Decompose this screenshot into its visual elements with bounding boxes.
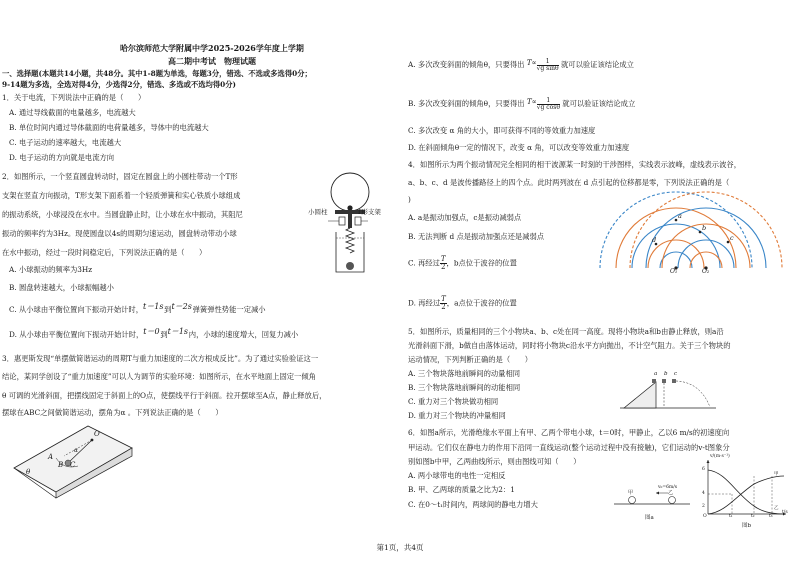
q4-c-frac: [440, 256, 447, 271]
q4-line1: 4．如图所示为两个振动情况完全相同的相干波源某一时刻的干涉图样，实线表示波峰，虚线表示波谷，: [408, 160, 741, 169]
q4-line2: a、b、c、d 是波传播路径上的四个点。此时两列波在 d 点引起的位移都是零，下列说法正确的是（: [408, 178, 744, 187]
q5-line3: 运动情况，下列判断正确的是（ ）: [408, 355, 533, 364]
q3-fig-alpha: α: [74, 447, 79, 454]
q3-fig-c: C: [70, 461, 76, 469]
school-title: 哈尔滨师范大学附属中学2025-2026学年度上学期: [120, 43, 304, 53]
q6-fig-b-tick-4: 4: [702, 491, 705, 496]
q2-d-mid: 到: [160, 330, 168, 339]
q2-figure: [318, 170, 393, 275]
q6-fig-b-ylabel: v/(m·s⁻¹): [710, 454, 730, 459]
q2-option-a: A. 小球振动的频率为3Hz: [9, 265, 93, 274]
q6-figure-a: [612, 484, 692, 512]
q2-line4: 振动的频率约为3Hz。现使圆盘以4s的周期匀速运动，圆盘转动带动小球: [2, 229, 237, 238]
q3-b-formula-den: √g cosθ: [536, 103, 560, 111]
q6-fig-b-t1: t₁: [729, 514, 733, 519]
q5-option-a: A. 三个物块落地前瞬间的动量相同: [408, 369, 521, 378]
q4-fig-b: b: [702, 224, 707, 232]
spring: [346, 228, 354, 253]
q3-fig-a: A: [48, 453, 54, 461]
q3-a-formula-den: √g sinθ: [536, 64, 559, 72]
guide-right: [355, 217, 361, 225]
q1-option-d: D. 电子运动的方向就是电流方向: [9, 153, 115, 162]
q2-d-post: 内，小球的速度增大，回复力减小: [188, 330, 299, 339]
q5-fig-c: c: [674, 371, 678, 377]
q6-fig-b-origin: O: [703, 514, 707, 519]
q2-option-d: [9, 327, 298, 339]
q3-b-formula-num: 1: [537, 98, 560, 105]
q5-line2: 光滑斜面下滑，b做自由落体运动，同时将小物块c沿水平方向抛出，不计空气阻力。关于三个物块的: [408, 341, 731, 350]
q1-option-c: C. 电子运动的速率越大，电流越大: [9, 138, 122, 147]
q4-line3: ): [408, 195, 411, 204]
q2-option-b: B. 圆盘转速越大，小球振幅越小: [9, 283, 114, 292]
q6-option-c: C. 在0～t₁时间内，两球间的静电力增大: [408, 500, 538, 509]
q3-a-pre: A. 多次改变斜面的倾角θ，只要得出: [408, 60, 525, 69]
q3-b-post: 就可以验证该结论成立: [562, 99, 636, 108]
q6-fig-b-yi: 乙: [774, 506, 779, 511]
q4-c-frac-den: 2: [440, 263, 446, 271]
ball-yi: [669, 497, 676, 504]
q3-a-formula-frac: [537, 59, 559, 72]
q4-option-d: [408, 296, 517, 311]
q2-d-pre: D. 从小球由平衡位置向下振动开始计时，: [9, 330, 144, 339]
q1-stem: 1．关于电流，下列说法中正确的是（ ）: [2, 93, 146, 102]
q2-d-t2: t＝1s: [167, 327, 189, 336]
small-cylinder: [347, 205, 352, 210]
q3-a-formula-num: 1: [537, 59, 559, 66]
q4-c-frac-num: T: [440, 255, 446, 263]
q3-b-formula-frac: [537, 98, 560, 111]
q3-line1: 3．惠更斯发现“单摆做简谐运动的周期T与重力加速度的二次方根成反比”。为了通过实验验证这一: [2, 354, 319, 363]
q4-option-c: [408, 256, 517, 271]
q3-line3: θ 可调的光滑斜面，把摆线固定于斜面上的O点，使摆线平行于斜面。拉开摆球至A点，静止释放后，: [2, 391, 327, 400]
q2-option-c: [9, 302, 266, 314]
q1-option-b: B. 单位时间内通过导体截面的电荷量越多，导体中的电流越大: [9, 123, 209, 132]
q4-d-frac: [440, 296, 447, 311]
q2-fig-label-cylinder: 小圆柱: [308, 208, 328, 216]
q2-line5: 在水中振动，经过一段时间稳定后，下列说法正确的是（ ）: [2, 248, 207, 257]
curve-jia: [708, 476, 784, 514]
q2-fig-label-tframe: T形支架: [357, 208, 381, 216]
q4-fig-o1: O₁: [670, 268, 678, 275]
incline: [624, 382, 656, 408]
q6-fig-b-t2: t₂: [751, 514, 755, 519]
q6-line2: 甲运动。它们仅在静电力的作用下沿同一直线运动(整个运动过程中没有接触)，它们运动的v-t图象分: [408, 443, 730, 452]
q4-fig-o2: O₂: [702, 268, 710, 275]
q1-option-a: A. 通过导线截面的电量越多，电流越大: [9, 108, 136, 117]
q3-line2: 结论，某同学创设了“重力加速度”可以人为调节的实验环境：如图所示，在水平地面上固定一倾角: [2, 372, 316, 381]
disk: [331, 173, 369, 211]
q4-d-pre: D. 再经过: [408, 298, 441, 308]
q6-fig-b-tick-6: 6: [702, 467, 705, 472]
q2-d-t1: t＝0: [143, 327, 160, 336]
q4-option-a: A. a是振动加强点，c是振动减弱点: [408, 213, 522, 222]
exam-title: 高二期中考试 物理试题: [168, 56, 256, 66]
q6-fig-b-jia: 甲: [774, 472, 779, 477]
q3-fig-o: O: [94, 430, 100, 438]
q4-fig-c: c: [730, 234, 734, 242]
q4-d-post: ，a点位于波谷的位置: [446, 298, 517, 308]
q3-fig-b: B: [58, 461, 64, 469]
q6-option-b: B. 甲、乙两球的质量之比为2：1: [408, 485, 515, 494]
q6-fig-b-caption: 图b: [742, 523, 752, 529]
q4-option-b: B. 无法判断 d 点是振动加强点还是减弱点: [408, 232, 545, 241]
iron-ball: [346, 262, 354, 270]
q6-fig-a-caption: 图a: [645, 515, 654, 521]
guide-left: [339, 217, 345, 225]
section-heading-line2: 9-14题为多选，全选对得4分，少选得2分，错选、多选或不选均得0分): [2, 80, 236, 89]
t-frame-stem: [348, 214, 352, 228]
q3-line4: 摆球在ABC之间做简谐运动，摆角为α 。下列说法正确的是（ ）: [2, 408, 223, 417]
q3-option-b: [408, 97, 635, 111]
q4-d-frac-num: T: [441, 295, 446, 303]
q3-option-c: C. 多次改变 α 角的大小，即可获得不同的等效重力加速度: [408, 126, 596, 135]
q6-fig-b-tlabel: t/s: [782, 510, 788, 515]
q5-fig-a: a: [654, 371, 658, 377]
q6-fig-b-tick-2: 2: [702, 504, 705, 509]
q6-fig-a-yi: 乙: [668, 490, 674, 496]
q6-fig-a-jia: 甲: [628, 490, 634, 496]
q2-c-pre: C. 从小球由平衡位置向下振动开始计时，: [9, 305, 144, 314]
q2-line1: 2．如图所示，一个竖直圆盘转动时，固定在圆盘上的小圆柱带动一个T形: [2, 172, 238, 181]
q3-b-pre: B. 多次改变斜面的倾角θ，只要得出: [408, 99, 525, 108]
q5-line1: 5．如图所示，质量相同的三个小物块a、b、c处在同一高度。现将小物块a和b由静止释放，则a沿: [408, 327, 724, 336]
q3-b-formula-t: T∝: [526, 97, 537, 106]
q2-c-t1: t＝1s: [143, 302, 164, 311]
q3-a-post: 就可以验证该结论成立: [560, 60, 634, 69]
section-heading-line1: 一、选择题(本题共14小题，共48分。其中1-8题为单选，每题3分，错选、不选或多选得0分；: [2, 69, 312, 78]
q2-c-post: 弹簧弹性势能一定减小: [192, 305, 266, 314]
q6-fig-a-v0: v₀=6m/s: [658, 485, 678, 490]
page-footer: 第1页，共4页: [376, 543, 424, 552]
q3-a-formula-t: T∝: [526, 58, 537, 67]
q2-c-mid: 到: [164, 305, 172, 314]
q4-fig-d: d: [652, 236, 657, 244]
q4-d-frac-den: 2: [441, 303, 446, 311]
q4-figure: [596, 202, 796, 274]
q4-fig-a: a: [678, 212, 682, 220]
q5-fig-b: b: [664, 371, 668, 377]
q6-fig-b-t3: t₃: [769, 514, 773, 519]
q3-option-d: D. 在斜面倾角θ一定的情况下，改变 α 角，可以改变等效重力加速度: [408, 143, 630, 152]
q5-option-c: C. 重力对三个物块做功相同: [408, 397, 499, 406]
q5-figure: [618, 374, 718, 412]
q2-c-t2: t＝2s: [171, 302, 192, 311]
q3-option-a: [408, 58, 634, 72]
q4-c-pre: C. 再经过: [408, 258, 440, 268]
q6-line3: 别如图b中甲，乙两曲线所示，则由图线可知（ ）: [408, 457, 581, 466]
q2-line2: 支架在竖直方向振动，T形支架下面系着一个轻质弹簧和实心铁质小球组成: [2, 191, 241, 200]
q6-line1: 6．如图a所示，光滑绝缘水平面上有甲、乙两个带电小球，t＝0时，甲静止，乙以6 m/s的初速度向: [408, 428, 730, 437]
curve-yi: [708, 470, 784, 514]
q4-c-post: ，b点位于波谷的位置: [446, 258, 517, 268]
q3-fig-theta: θ: [26, 468, 31, 476]
q3-figure: [12, 418, 137, 498]
q6-option-a: A. 两小球带电的电性一定相反: [408, 471, 506, 480]
ball-jia: [629, 497, 636, 504]
q5-option-d: D. 重力对三个物块的冲量相同: [408, 411, 506, 420]
q2-line3: 的振动系统，小球浸没在水中。当圆盘静止时，让小球在水中振动，其阻尼: [2, 210, 243, 219]
q5-option-b: B. 三个物块落地前瞬间的动能相同: [408, 383, 521, 392]
